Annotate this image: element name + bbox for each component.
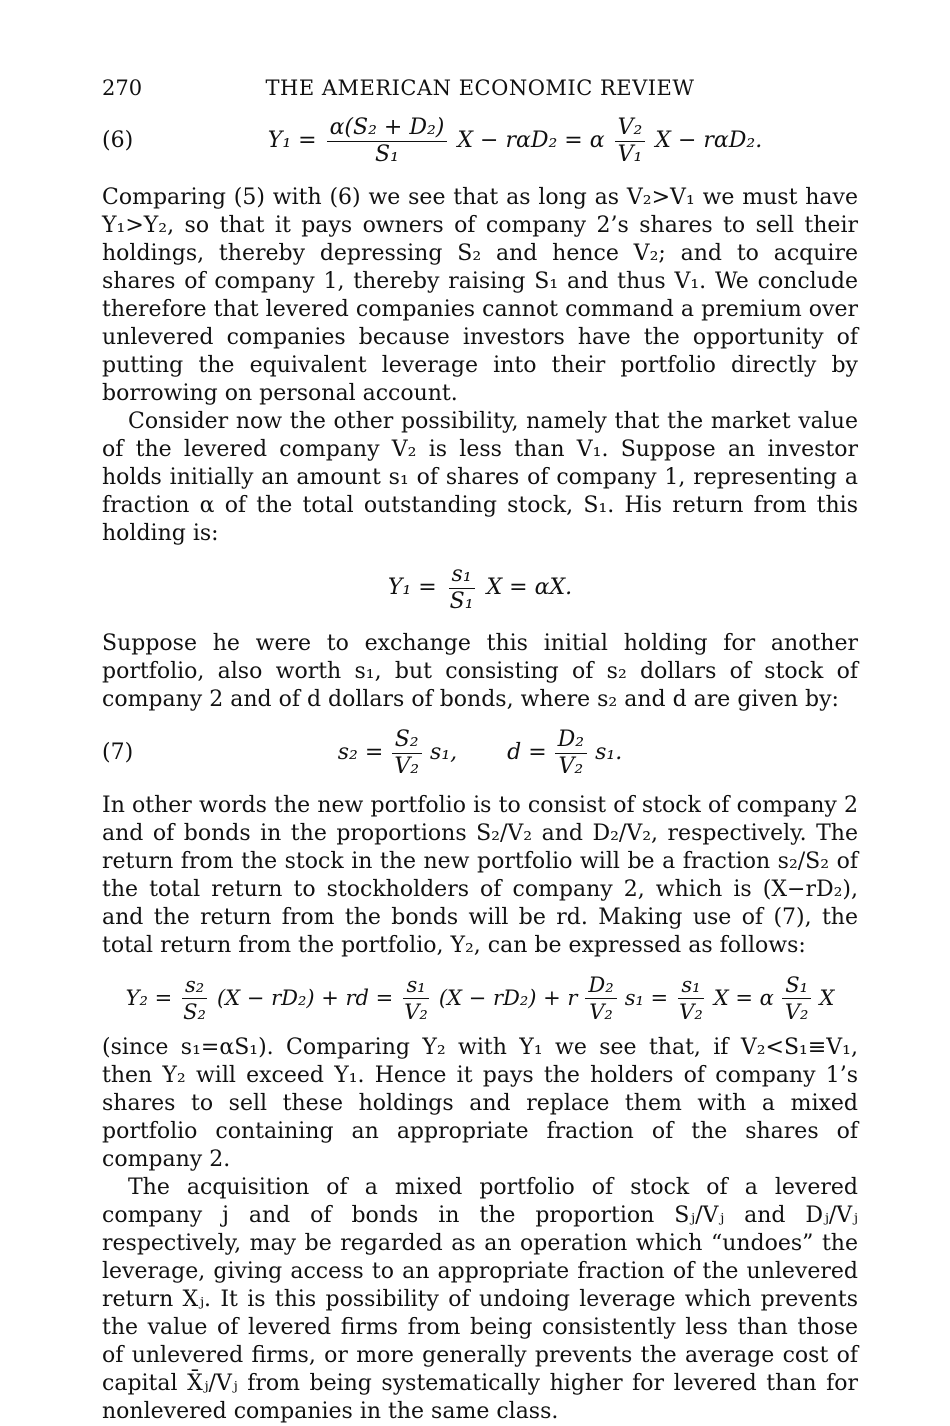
running-header (102, 72, 858, 104)
eq7a-lhs: s₂ = (337, 740, 384, 765)
equation-7-body (338, 728, 622, 779)
paragraph-4: In other words the new portfolio is to consist of stock of company 2 and of bonds in the proportions S₂/V₂ and D₂/V₂, respectively. The return from the stock in the new portfolio will be a fraction s₂/S₂ of the total return to stockholders of company 2, which is (X−rD₂), and the return from the bonds will be rd. Making use of (7), the total return from the portfolio, Y₂, can be expressed as follows: (102, 793, 858, 958)
eq6-fraction-1 (327, 116, 448, 167)
page (102, 72, 858, 1426)
paragraph-2: Consider now the other possibility, namely that the market value of the levered company V₂ is less than V₁. Suppose an investor holds initially an amount s₁ of shares of company 1, representing a fraction α of the total outstanding stock, S₁. His return from this holding is: (102, 409, 858, 546)
eqy2-term-4: X = α (713, 986, 774, 1010)
eq7a-tail: s₁, (430, 740, 458, 765)
eqy1-denominator: S₁ (449, 588, 474, 614)
eq7a-fraction (391, 728, 422, 779)
eq7b-tail: s₁. (595, 740, 623, 765)
eq7a-denominator: V₂ (394, 753, 420, 779)
eqy2-fraction-3 (585, 973, 616, 1024)
eq7b-numerator: D₂ (555, 728, 587, 754)
eq6-f1-denominator: S₁ (375, 141, 399, 167)
paragraph-6: The acquisition of a mixed portfolio of stock of a levered company j and of bonds in the proportion Sⱼ/Vⱼ and Dⱼ/Vⱼ respectively, may be regarded as an operation which “undoes” the leverage, giving access to an appropriate fraction of the unlevered return Xⱼ. It is this possibility of undoing leverage which prevents the value of levered firms from being consistently less than those of unlevered firms, or more generally prevents the average cost of capital X̄ⱼ/Vⱼ from being systematically higher for levered than for nonlevered companies in the same class. (102, 1175, 858, 1424)
eqy1-tail: X = αX. (486, 575, 573, 600)
eq6-f2-denominator: V₁ (617, 141, 643, 167)
eqy2-f3-denominator: V₂ (589, 999, 613, 1024)
equation-6 (102, 106, 858, 176)
eqy2-term-3: s₁ = (624, 986, 669, 1010)
eq6-mid: X − rαD₂ = α (457, 128, 605, 153)
eqy2-term-2: (X − rD₂) + r (438, 986, 578, 1010)
eqy2-f2-denominator: V₂ (404, 999, 428, 1024)
eq7b-lhs: d = (507, 740, 547, 765)
eqy2-f2-numerator: s₁ (403, 973, 428, 999)
eqy2-f1-numerator: s₂ (182, 973, 207, 999)
equation-y2-body (126, 973, 835, 1024)
equation-y2-return (102, 966, 858, 1030)
equation-6-body (268, 116, 762, 167)
eqy2-f3-numerator: D₂ (585, 973, 616, 999)
eqy2-f1-denominator: S₂ (183, 999, 206, 1024)
equation-7 (102, 722, 858, 784)
eq6-lhs: Y₁ = (267, 128, 317, 153)
eqy2-term-1: (X − rD₂) + rd = (216, 986, 394, 1010)
equation-y1-body (388, 563, 572, 614)
paragraph-3: Suppose he were to exchange this initial holding for another portfolio, also worth s₁, but consisting of s₂ dollars of stock of company 2 and of d dollars of bonds, where s₂ and d are given by: (102, 631, 858, 712)
eq6-f1-numerator: α(S₂ + D₂) (327, 116, 448, 142)
eq6-tail: X − rαD₂. (655, 128, 763, 153)
eqy2-fraction-5 (782, 973, 812, 1024)
equation-number-6: (6) (102, 128, 134, 153)
eqy1-numerator: s₁ (449, 563, 475, 589)
equation-y1-return (102, 556, 858, 620)
eqy2-fraction-4 (676, 973, 706, 1024)
equation-number-7: (7) (102, 740, 134, 765)
eq6-fraction-2 (615, 116, 646, 167)
page-number: 270 (102, 76, 143, 100)
journal-title: THE AMERICAN ECONOMIC REVIEW (265, 76, 695, 100)
eqy1-lhs: Y₁ = (387, 575, 437, 600)
eqy2-fraction-1 (180, 973, 209, 1024)
eq7a-numerator: S₂ (392, 728, 422, 754)
eqy1-fraction (447, 563, 477, 614)
eq7b-fraction (555, 728, 587, 779)
eq7-part-b (507, 728, 622, 779)
eq7b-denominator: V₂ (558, 753, 584, 779)
eqy2-f4-numerator: s₁ (678, 973, 703, 999)
paragraph-5: (since s₁=αS₁). Comparing Y₂ with Y₁ we see that, if V₂<S₁≡V₁, then Y₂ will exceed Y₁. Hence it pays the holders of company 1’s shares to sell these holdings and replace them with a mixed portfolio containing an appropriate fraction of the shares of company 2. (102, 1035, 858, 1172)
eqy2-lhs: Y₂ = (125, 986, 173, 1010)
eqy2-fraction-2 (401, 973, 431, 1024)
eqy2-f5-denominator: V₂ (784, 999, 809, 1024)
paragraph-1: Comparing (5) with (6) we see that as long as V₂>V₁ we must have Y₁>Y₂, so that it pays owners of company 2’s shares to sell their holdings, thereby depressing S₂ and hence V₂; and to acquire shares of company 1, thereby raising S₁ and thus V₁. We conclude therefore that levered companies cannot command a premium over unlevered companies because investors have the opportunity of putting the equivalent leverage into their portfolio directly by borrowing on personal account. (102, 185, 858, 406)
eqy2-term-5: X (819, 986, 835, 1010)
eqy2-f5-numerator: S₁ (782, 973, 811, 999)
eq7-part-a (338, 728, 457, 779)
eqy2-f4-denominator: V₂ (679, 999, 703, 1024)
eq6-f2-numerator: V₂ (615, 116, 646, 142)
